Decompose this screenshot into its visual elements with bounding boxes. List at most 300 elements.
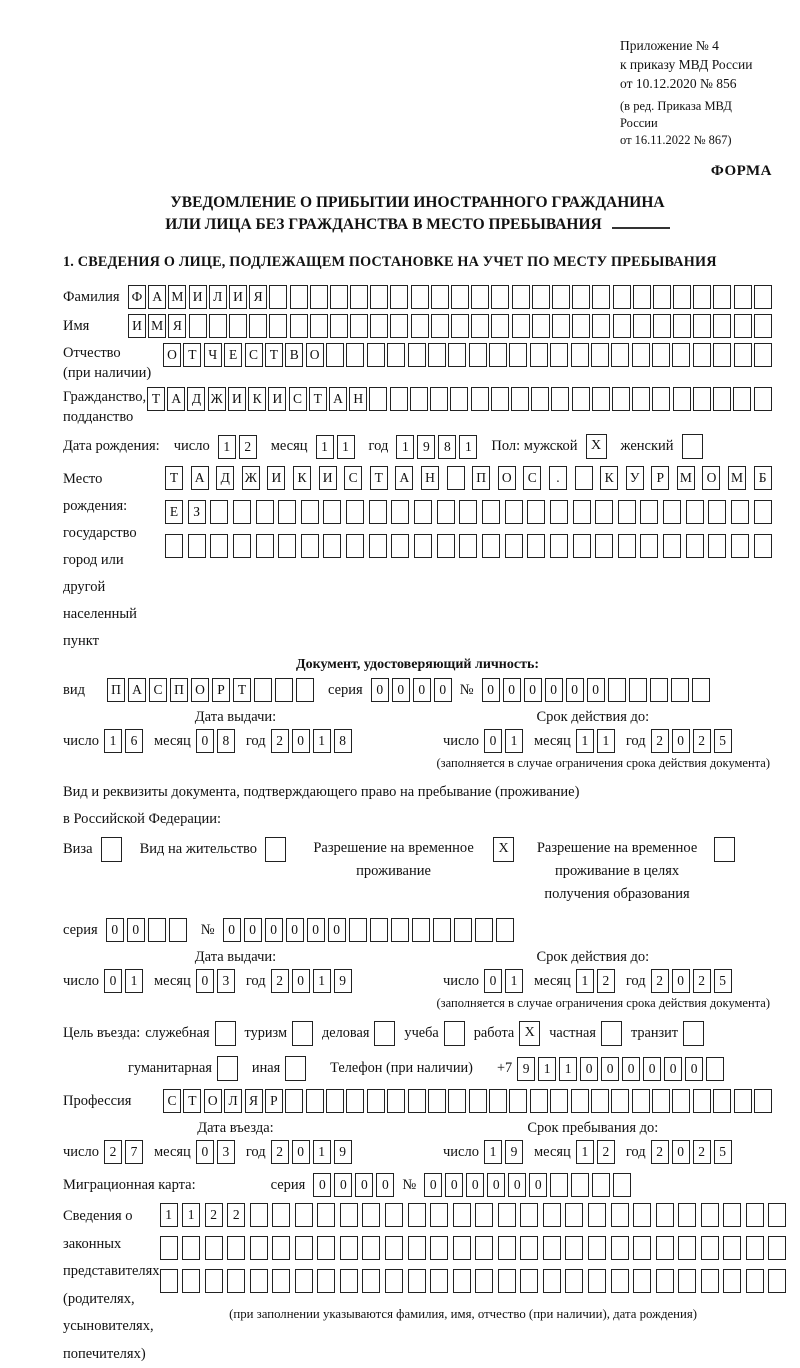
char-cell: [369, 387, 387, 411]
char-cell: [591, 343, 609, 367]
char-cell: [565, 1236, 583, 1260]
visa-checkbox: [101, 837, 122, 862]
char-cell: [346, 500, 364, 524]
char-cell: 0: [376, 1173, 394, 1197]
day-label: число: [63, 972, 99, 989]
char-cell: [362, 1203, 380, 1227]
birth-date-label: Дата рождения:: [63, 438, 160, 454]
char-cell: [632, 1089, 650, 1113]
char-cell: [611, 1089, 629, 1113]
char-cell: [450, 387, 468, 411]
char-cell: [306, 1089, 324, 1113]
char-cell: [746, 1236, 764, 1260]
char-cell: [471, 285, 489, 309]
char-cell: [482, 500, 500, 524]
char-cell: Ч: [204, 343, 222, 367]
char-cell: [182, 1236, 200, 1260]
birth-place-row1-boxes: [165, 466, 772, 490]
char-cell: 2: [651, 1140, 669, 1164]
char-cell: [632, 343, 650, 367]
char-cell: [250, 1203, 268, 1227]
char-cell: [340, 1269, 358, 1293]
month-label: месяц: [533, 732, 571, 749]
char-cell: Ф: [128, 285, 146, 309]
char-cell: 1: [576, 729, 594, 753]
char-cell: [613, 314, 631, 338]
char-cell: [326, 1089, 344, 1113]
char-cell: 1: [576, 969, 594, 993]
char-cell: [278, 500, 296, 524]
char-cell: [532, 314, 550, 338]
char-cell: Т: [147, 387, 165, 411]
char-cell: [671, 678, 689, 702]
char-cell: 1: [484, 1140, 502, 1164]
char-cell: 0: [672, 1140, 690, 1164]
purpose-row2: [128, 1056, 772, 1081]
char-cell: [453, 1236, 471, 1260]
char-cell: [317, 1269, 335, 1293]
char-cell: [552, 314, 570, 338]
char-cell: 0: [672, 969, 690, 993]
residence-permit-option: [140, 837, 286, 862]
char-cell: [233, 534, 251, 558]
char-cell: И: [319, 466, 337, 490]
issue-date-heading: Дата выдачи:: [194, 709, 277, 725]
char-cell: [571, 1089, 589, 1113]
char-cell: 1: [125, 969, 143, 993]
char-cell: [591, 1089, 609, 1113]
char-cell: [448, 1089, 466, 1113]
restriction-note: (заполняется в случае ограничения срока действия документа): [436, 756, 770, 770]
char-cell: [410, 387, 428, 411]
char-cell: И: [229, 285, 247, 309]
char-cell: [391, 534, 409, 558]
char-cell: [572, 285, 590, 309]
id-doc-dates: [63, 709, 772, 753]
year-label: год: [625, 1143, 646, 1160]
char-cell: 0: [672, 729, 690, 753]
doc-type-boxes: [107, 678, 314, 702]
char-cell: 0: [223, 918, 241, 942]
char-cell: [713, 314, 731, 338]
entry-month-boxes: [196, 1140, 235, 1164]
stay-until-year-boxes: [651, 1140, 732, 1164]
migration-number-boxes: [424, 1173, 631, 1197]
char-cell: [205, 1269, 223, 1293]
year-label: год: [245, 1143, 266, 1160]
char-cell: 0: [196, 969, 214, 993]
char-cell: 0: [196, 729, 214, 753]
char-cell: Т: [309, 387, 327, 411]
char-cell: 5: [714, 969, 732, 993]
char-cell: 1: [313, 1140, 331, 1164]
char-cell: [498, 1236, 516, 1260]
char-cell: Я: [245, 1089, 263, 1113]
char-cell: [713, 387, 731, 411]
day-label: число: [63, 1143, 99, 1160]
char-cell: А: [191, 466, 209, 490]
char-cell: [408, 1236, 426, 1260]
birth-date-row: [63, 434, 772, 459]
visa-label: Виза: [63, 841, 93, 857]
year-label: год: [245, 732, 266, 749]
char-cell: [205, 1236, 223, 1260]
char-cell: 0: [334, 1173, 352, 1197]
title-line-2: ИЛИ ЛИЦА БЕЗ ГРАЖДАНСТВА В МЕСТО ПРЕБЫВАНИЯ: [63, 214, 772, 236]
ref-amendment-line: (в ред. Приказа МВД России: [620, 99, 732, 130]
char-cell: [723, 1236, 741, 1260]
char-cell: [505, 500, 523, 524]
year-label: год: [368, 438, 389, 454]
char-cell: А: [128, 678, 146, 702]
char-cell: [250, 1236, 268, 1260]
char-cell: [340, 1203, 358, 1227]
char-cell: [511, 387, 529, 411]
purpose-label: Цель въезда:: [63, 1025, 141, 1041]
char-cell: 9: [505, 1140, 523, 1164]
char-cell: Я: [249, 285, 267, 309]
blank-underline: [612, 217, 670, 229]
char-cell: 2: [597, 969, 615, 993]
char-cell: [453, 1269, 471, 1293]
birth-place-label: Место рождения: государство город или другой населенный пункт: [63, 471, 137, 649]
char-cell: [693, 285, 711, 309]
char-cell: [370, 314, 388, 338]
char-cell: 1: [313, 729, 331, 753]
day-label: число: [443, 1143, 479, 1160]
month-label: месяц: [533, 972, 571, 989]
purpose-option-label: частная: [549, 1025, 596, 1041]
purpose-other-checkbox: [285, 1056, 306, 1081]
gender-male-label: Пол: мужской: [491, 438, 578, 454]
char-cell: [408, 343, 426, 367]
char-cell: 1: [396, 435, 414, 459]
char-cell: Т: [233, 678, 251, 702]
birth-year-boxes: [396, 435, 477, 459]
purpose-work-checkbox: X: [519, 1021, 540, 1046]
char-cell: [447, 466, 465, 490]
char-cell: О: [498, 466, 516, 490]
char-cell: [229, 314, 247, 338]
char-cell: .: [549, 466, 567, 490]
char-cell: [411, 285, 429, 309]
char-cell: [160, 1236, 178, 1260]
char-cell: [678, 1269, 696, 1293]
char-cell: [182, 1269, 200, 1293]
purpose-row: [63, 1021, 772, 1046]
doc-type-label: вид: [63, 681, 85, 698]
char-cell: 2: [227, 1203, 245, 1227]
char-cell: [551, 387, 569, 411]
char-cell: [678, 1203, 696, 1227]
char-cell: [731, 500, 749, 524]
surname-row: [63, 285, 772, 309]
char-cell: [295, 1269, 313, 1293]
issue-date-heading: Дата выдачи:: [194, 949, 277, 965]
char-cell: [369, 500, 387, 524]
char-cell: [512, 285, 530, 309]
char-cell: [210, 534, 228, 558]
char-cell: 0: [313, 1173, 331, 1197]
stay-issue-day-boxes: [104, 969, 143, 993]
profession-label: Профессия: [63, 1093, 132, 1109]
purpose-option-label: служебная: [145, 1025, 210, 1041]
char-cell: [592, 285, 610, 309]
month-label: месяц: [153, 972, 191, 989]
char-cell: 9: [334, 969, 352, 993]
restriction-note: (заполняется в случае ограничения срока действия документа): [436, 996, 770, 1010]
stay-doc-paragraph: Вид и реквизиты документа, подтверждающего право на пребывание (проживание) в Российской Федерации:: [63, 784, 580, 827]
char-cell: [491, 314, 509, 338]
char-cell: 0: [106, 918, 124, 942]
char-cell: Б: [754, 466, 772, 490]
char-cell: [588, 1236, 606, 1260]
char-cell: [387, 343, 405, 367]
stay-until-heading: Срок пребывания до:: [527, 1120, 659, 1136]
patronymic-row: [63, 343, 772, 383]
char-cell: [713, 343, 731, 367]
char-cell: 0: [484, 969, 502, 993]
char-cell: [430, 1236, 448, 1260]
char-cell: 2: [597, 1140, 615, 1164]
char-cell: [491, 285, 509, 309]
char-cell: Ж: [242, 466, 260, 490]
char-cell: [571, 1173, 589, 1197]
char-cell: [768, 1236, 786, 1260]
char-cell: [491, 387, 509, 411]
number-label: №: [402, 1176, 417, 1193]
char-cell: [713, 1089, 731, 1113]
char-cell: [160, 1269, 178, 1293]
char-cell: [408, 1203, 426, 1227]
char-cell: [369, 534, 387, 558]
char-cell: [505, 534, 523, 558]
char-cell: [350, 285, 368, 309]
char-cell: П: [170, 678, 188, 702]
char-cell: 3: [217, 1140, 235, 1164]
char-cell: 8: [217, 729, 235, 753]
representatives-row1-boxes: [160, 1203, 787, 1227]
char-cell: С: [245, 343, 263, 367]
char-cell: [346, 1089, 364, 1113]
char-cell: [349, 918, 367, 942]
char-cell: [754, 534, 772, 558]
char-cell: 0: [484, 729, 502, 753]
char-cell: 0: [292, 1140, 310, 1164]
char-cell: 0: [643, 1057, 661, 1081]
char-cell: [754, 500, 772, 524]
phone-label: Телефон (при наличии): [330, 1060, 473, 1076]
char-cell: [227, 1269, 245, 1293]
char-cell: [317, 1236, 335, 1260]
char-cell: О: [204, 1089, 222, 1113]
char-cell: [653, 314, 671, 338]
stay-valid-year-boxes: [651, 969, 732, 993]
char-cell: [633, 314, 651, 338]
char-cell: 2: [693, 729, 711, 753]
char-cell: 2: [651, 969, 669, 993]
char-cell: [656, 1203, 674, 1227]
char-cell: [706, 1057, 724, 1081]
char-cell: [346, 343, 364, 367]
char-cell: 1: [576, 1140, 594, 1164]
char-cell: [498, 1203, 516, 1227]
char-cell: К: [293, 466, 311, 490]
entry-date-heading: Дата въезда:: [197, 1120, 274, 1136]
char-cell: [611, 1203, 629, 1227]
char-cell: [693, 387, 711, 411]
char-cell: [295, 1203, 313, 1227]
char-cell: 0: [503, 678, 521, 702]
char-cell: 0: [566, 678, 584, 702]
char-cell: П: [472, 466, 490, 490]
char-cell: [701, 1203, 719, 1227]
stay-doc-series-row: [63, 918, 772, 942]
char-cell: [701, 1269, 719, 1293]
char-cell: Я: [168, 314, 186, 338]
visa-option: [63, 837, 122, 862]
char-cell: [532, 285, 550, 309]
stay-doc-dates: [63, 949, 772, 993]
char-cell: Н: [349, 387, 367, 411]
ref-line: от 10.12.2020 № 856: [620, 76, 737, 91]
char-cell: Т: [265, 343, 283, 367]
char-cell: [301, 500, 319, 524]
ref-amendment-line: от 16.11.2022 № 867): [620, 133, 732, 147]
char-cell: 2: [693, 1140, 711, 1164]
stay-doc-number-boxes: [223, 918, 514, 942]
char-cell: [595, 534, 613, 558]
char-cell: О: [163, 343, 181, 367]
char-cell: [323, 500, 341, 524]
gender-female-label: женский: [620, 438, 674, 454]
char-cell: [512, 314, 530, 338]
char-cell: [227, 1236, 245, 1260]
char-cell: 1: [316, 435, 334, 459]
char-cell: [575, 466, 593, 490]
char-cell: [469, 343, 487, 367]
char-cell: 0: [434, 678, 452, 702]
surname-boxes: [128, 285, 772, 309]
representatives-row2-boxes: [160, 1236, 787, 1260]
char-cell: [469, 1089, 487, 1113]
id-doc-row: [63, 678, 772, 702]
char-cell: [498, 1269, 516, 1293]
char-cell: [592, 1173, 610, 1197]
char-cell: [550, 1173, 568, 1197]
char-cell: Е: [165, 500, 183, 524]
char-cell: Д: [187, 387, 205, 411]
char-cell: [686, 500, 704, 524]
birth-place-row2-boxes: [165, 500, 772, 524]
char-cell: Л: [224, 1089, 242, 1113]
reference-block: [620, 36, 772, 149]
char-cell: [471, 314, 489, 338]
char-cell: 1: [538, 1057, 556, 1081]
month-label: месяц: [270, 438, 308, 454]
char-cell: [290, 285, 308, 309]
char-cell: [430, 1269, 448, 1293]
char-cell: [550, 343, 568, 367]
char-cell: М: [148, 314, 166, 338]
char-cell: [433, 918, 451, 942]
purpose-official-checkbox: [215, 1021, 236, 1046]
issue-month-boxes: [196, 729, 235, 753]
char-cell: 2: [271, 729, 289, 753]
char-cell: [285, 1089, 303, 1113]
purpose-business-checkbox: [374, 1021, 395, 1046]
char-cell: [437, 500, 455, 524]
phone-prefix: +7: [496, 1060, 513, 1076]
char-cell: А: [167, 387, 185, 411]
char-cell: Л: [209, 285, 227, 309]
char-cell: 0: [622, 1057, 640, 1081]
char-cell: [482, 534, 500, 558]
birth-month-boxes: [316, 435, 355, 459]
char-cell: [693, 314, 711, 338]
profession-row: [63, 1089, 772, 1113]
char-cell: [672, 343, 690, 367]
char-cell: [734, 1089, 752, 1113]
char-cell: [573, 534, 591, 558]
char-cell: [746, 1203, 764, 1227]
char-cell: Ж: [208, 387, 226, 411]
char-cell: [633, 1269, 651, 1293]
gender-male-checkbox: X: [586, 434, 607, 459]
purpose-private-checkbox: [601, 1021, 622, 1046]
char-cell: М: [728, 466, 746, 490]
char-cell: [414, 534, 432, 558]
char-cell: 9: [417, 435, 435, 459]
char-cell: [633, 1236, 651, 1260]
char-cell: 0: [286, 918, 304, 942]
char-cell: [430, 387, 448, 411]
char-cell: 3: [217, 969, 235, 993]
doc-series-boxes: [371, 678, 452, 702]
char-cell: [612, 387, 630, 411]
name-boxes: [128, 314, 772, 338]
temp-residence-option: [302, 837, 514, 883]
series-label: серия: [327, 681, 363, 698]
day-label: число: [173, 438, 210, 454]
char-cell: [169, 918, 187, 942]
char-cell: М: [677, 466, 695, 490]
char-cell: [414, 500, 432, 524]
char-cell: 0: [307, 918, 325, 942]
form-label: ФОРМА: [710, 163, 772, 179]
residence-permit-label: Вид на жительство: [139, 841, 258, 857]
char-cell: Н: [421, 466, 439, 490]
char-cell: [431, 314, 449, 338]
char-cell: У: [626, 466, 644, 490]
char-cell: 2: [693, 969, 711, 993]
char-cell: 0: [328, 918, 346, 942]
char-cell: [588, 1203, 606, 1227]
char-cell: [565, 1269, 583, 1293]
char-cell: [652, 343, 670, 367]
purpose-option-label: работа: [473, 1025, 515, 1041]
char-cell: [673, 285, 691, 309]
char-cell: [629, 678, 647, 702]
char-cell: Т: [183, 1089, 201, 1113]
char-cell: 0: [524, 678, 542, 702]
char-cell: [475, 1203, 493, 1227]
char-cell: Т: [165, 466, 183, 490]
surname-label: Фамилия: [63, 289, 120, 305]
char-cell: [489, 1089, 507, 1113]
valid-day-boxes: [484, 729, 523, 753]
char-cell: [673, 387, 691, 411]
